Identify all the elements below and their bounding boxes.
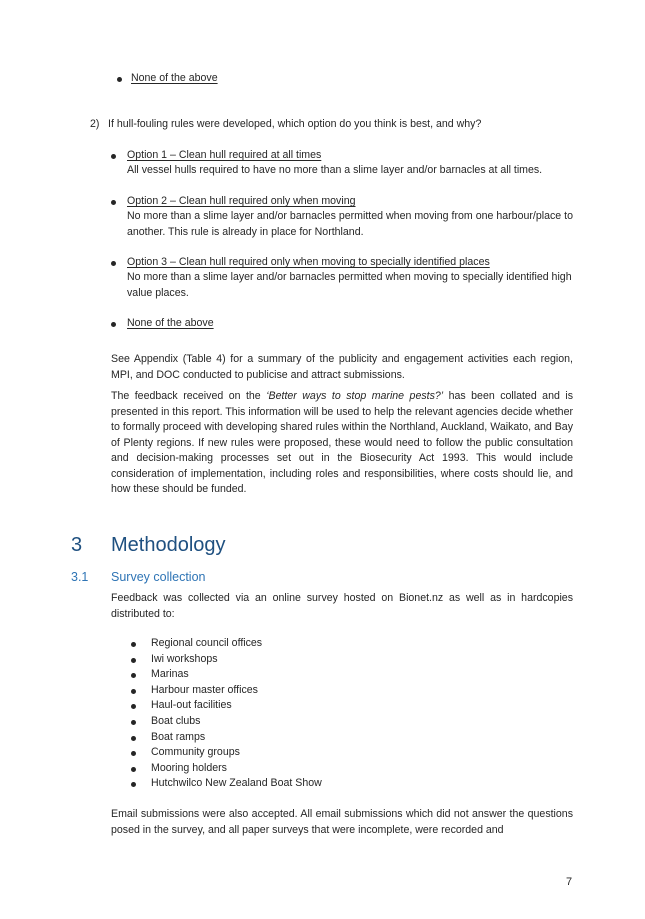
bullet-dot [131, 767, 136, 772]
consultation-title: ‘Better ways to stop marine pests?’ [266, 390, 444, 402]
list-item-label: Boat ramps [151, 730, 206, 743]
list-item-label: Community groups [151, 746, 240, 759]
list-item-label: Mooring holders [151, 761, 227, 774]
list-item [131, 652, 531, 667]
list-item-label: Marinas [151, 668, 189, 681]
bullet-dot [131, 689, 136, 694]
option-none-top: None of the above [131, 72, 218, 84]
option-2-desc: No more than a slime layer and/or barnacles permitted when moving from one harbour/place to another. This rule is already in place for Northland. [127, 210, 573, 238]
question-number: 2) [90, 118, 100, 130]
question-text: If hull-fouling rules were developed, which option do you think is best, and why? [108, 118, 482, 130]
bullet-dot [131, 782, 136, 787]
option-1-desc: All vessel hulls required to have no more than a slime layer and/or barnacles at all times. [127, 164, 543, 176]
list-item [131, 714, 531, 729]
option-3-desc: No more than a slime layer and/or barnacles permitted when moving to specially identified high value places. [127, 271, 572, 299]
list-item [131, 636, 531, 651]
subsection-title: Survey collection [111, 570, 206, 584]
list-item [131, 683, 531, 698]
bullet-dot [131, 736, 136, 741]
bullet-dot [131, 642, 136, 647]
paragraph-survey: Feedback was collected via an online survey hosted on Bionet.nz as well as in hardcopies distributed to: [111, 592, 573, 620]
feedback-text-before: The feedback received on the [111, 390, 267, 402]
list-item-label: Regional council offices [151, 637, 263, 649]
paragraph-email: Email submissions were also accepted. All email submissions which did not answer the questions posed in the survey, and all paper surveys that were incomplete, were recorded and [111, 808, 573, 836]
list-item [131, 745, 531, 760]
list-item-label: Boat clubs [151, 715, 201, 727]
list-item-label: Haul-out facilities [151, 699, 232, 712]
bullet-dot [131, 751, 136, 756]
bullet-dot [111, 200, 116, 205]
list-item [131, 761, 531, 776]
paragraph-feedback [111, 389, 573, 498]
section-title: Methodology [111, 534, 226, 556]
subsection-number: 3.1 [71, 570, 89, 584]
list-item [131, 667, 531, 682]
bullet-dot [111, 154, 116, 159]
section-number: 3 [71, 534, 83, 556]
bullet-dot [131, 658, 136, 663]
bullet-dot [111, 322, 116, 327]
bullet-dot [131, 673, 136, 678]
bullet-dot [131, 720, 136, 725]
option-3-title: Option 3 – Clean hull required only when moving to specially identified places [127, 256, 490, 268]
list-item-label: Harbour master offices [151, 683, 258, 696]
list-item [131, 730, 531, 745]
list-item [131, 698, 531, 713]
option-none: None of the above [127, 317, 214, 329]
feedback-text-after: has been collated and is presented in this report. This information will be used to help the relevant agencies decide whether to formally proceed with developing shared rules within the Northland, Auckland, Waikato, and Bay of Plenty regions. If new rules were proposed, these would need to follow the public consultation and decision-making processes set out in the Biosecurity Act 1993. This would include consideration of implementation, including roles and responsibilities, where costs should lie, and how these should be funded. [111, 390, 573, 495]
bullet-dot [111, 261, 116, 266]
option-1-title: Option 1 – Clean hull required at all times [127, 149, 322, 161]
page-number: 7 [566, 876, 573, 888]
bullet-dot [131, 704, 136, 709]
list-item-label: Iwi workshops [151, 652, 218, 665]
paragraph-appendix: See Appendix (Table 4) for a summary of the publicity and engagement activities each region, MPI, and DOC conducted to publicise and attract submissions. [111, 353, 573, 381]
bullet-dot [117, 77, 122, 82]
option-2-title: Option 2 – Clean hull required only when moving [127, 195, 356, 207]
list-item-label: Hutchwilco New Zealand Boat Show [151, 777, 322, 790]
list-item [131, 776, 531, 791]
